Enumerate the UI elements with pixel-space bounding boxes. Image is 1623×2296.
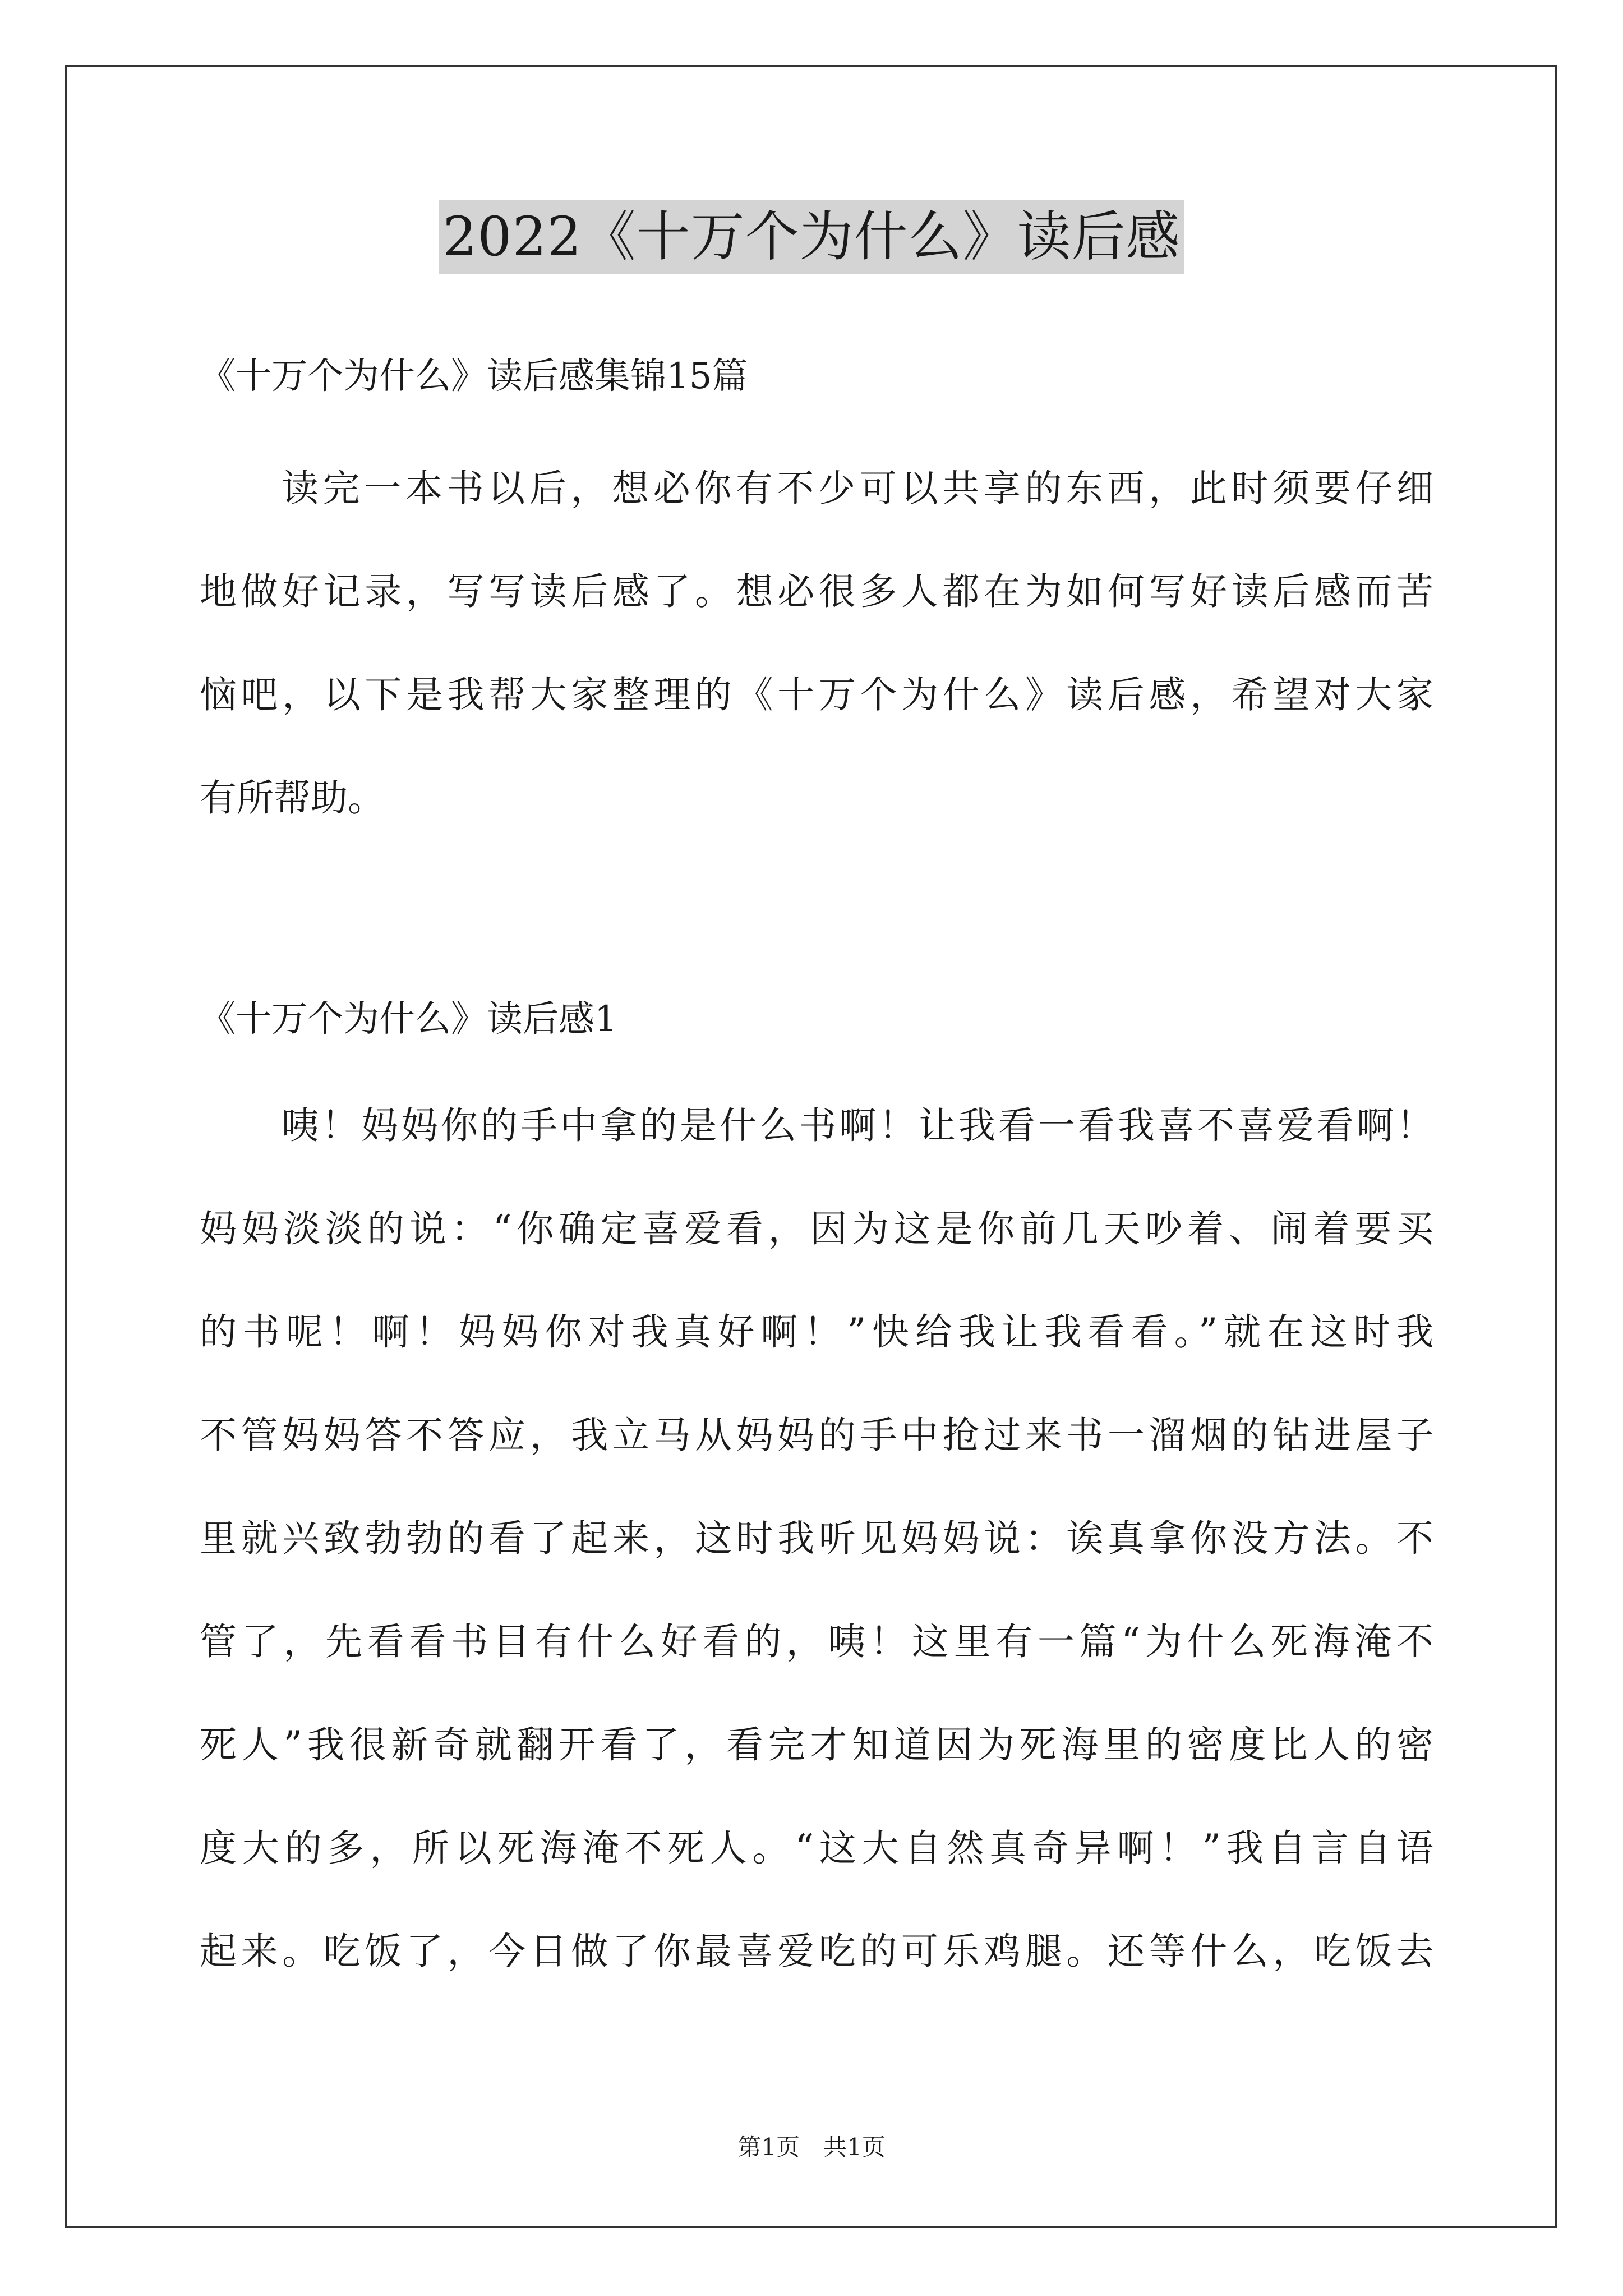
intro-line: 地做好记录，写写读后感了。想必很多人都在为如何写好读后感而苦 [200,570,1433,613]
body-line: 死人”我很新奇就翻开看了，看完才知道因为死海里的密度比人的密 [200,1723,1433,1766]
body-line: 妈妈淡淡的说：“你确定喜爱看，因为这是你前几天吵着、闹着要买 [200,1207,1433,1250]
body-line: 的书呢！啊！妈妈你对我真好啊！”快给我让我看看。”就在这时我 [200,1310,1433,1354]
page-footer: 第1页 共1页 [737,2133,886,2161]
section-heading: 《十万个为什么》读后感1 [200,999,617,1040]
body-line: 度大的多，所以死海淹不死人。“这大自然真奇异啊！”我自言自语 [200,1826,1433,1870]
body-line: 咦！妈妈你的手中拿的是什么书啊！让我看一看我喜不喜爱看啊！ [282,1104,1433,1147]
intro-line: 恼吧，以下是我帮大家整理的《十万个为什么》读后感，希望对大家 [200,673,1433,716]
body-line: 起来。吃饭了，今日做了你最喜爱吃的可乐鸡腿。还等什么，吃饭去 [200,1930,1433,1973]
body-line: 管了，先看看书目有什么好看的，咦！这里有一篇“为什么死海淹不 [200,1620,1433,1663]
intro-line: 读完一本书以后，想必你有不少可以共享的东西，此时须要仔细 [282,467,1433,510]
intro-line: 有所帮助。 [200,776,385,820]
body-line: 里就兴致勃勃的看了起来，这时我听见妈妈说：诶真拿你没方法。不 [200,1517,1433,1560]
document-title: 2022《十万个为什么》读后感 [439,200,1183,274]
title-container [0,200,1623,274]
body-line: 不管妈妈答不答应，我立马从妈妈的手中抢过来书一溜烟的钻进屋子 [200,1414,1433,1457]
document-subtitle: 《十万个为什么》读后感集锦15篇 [200,356,748,397]
